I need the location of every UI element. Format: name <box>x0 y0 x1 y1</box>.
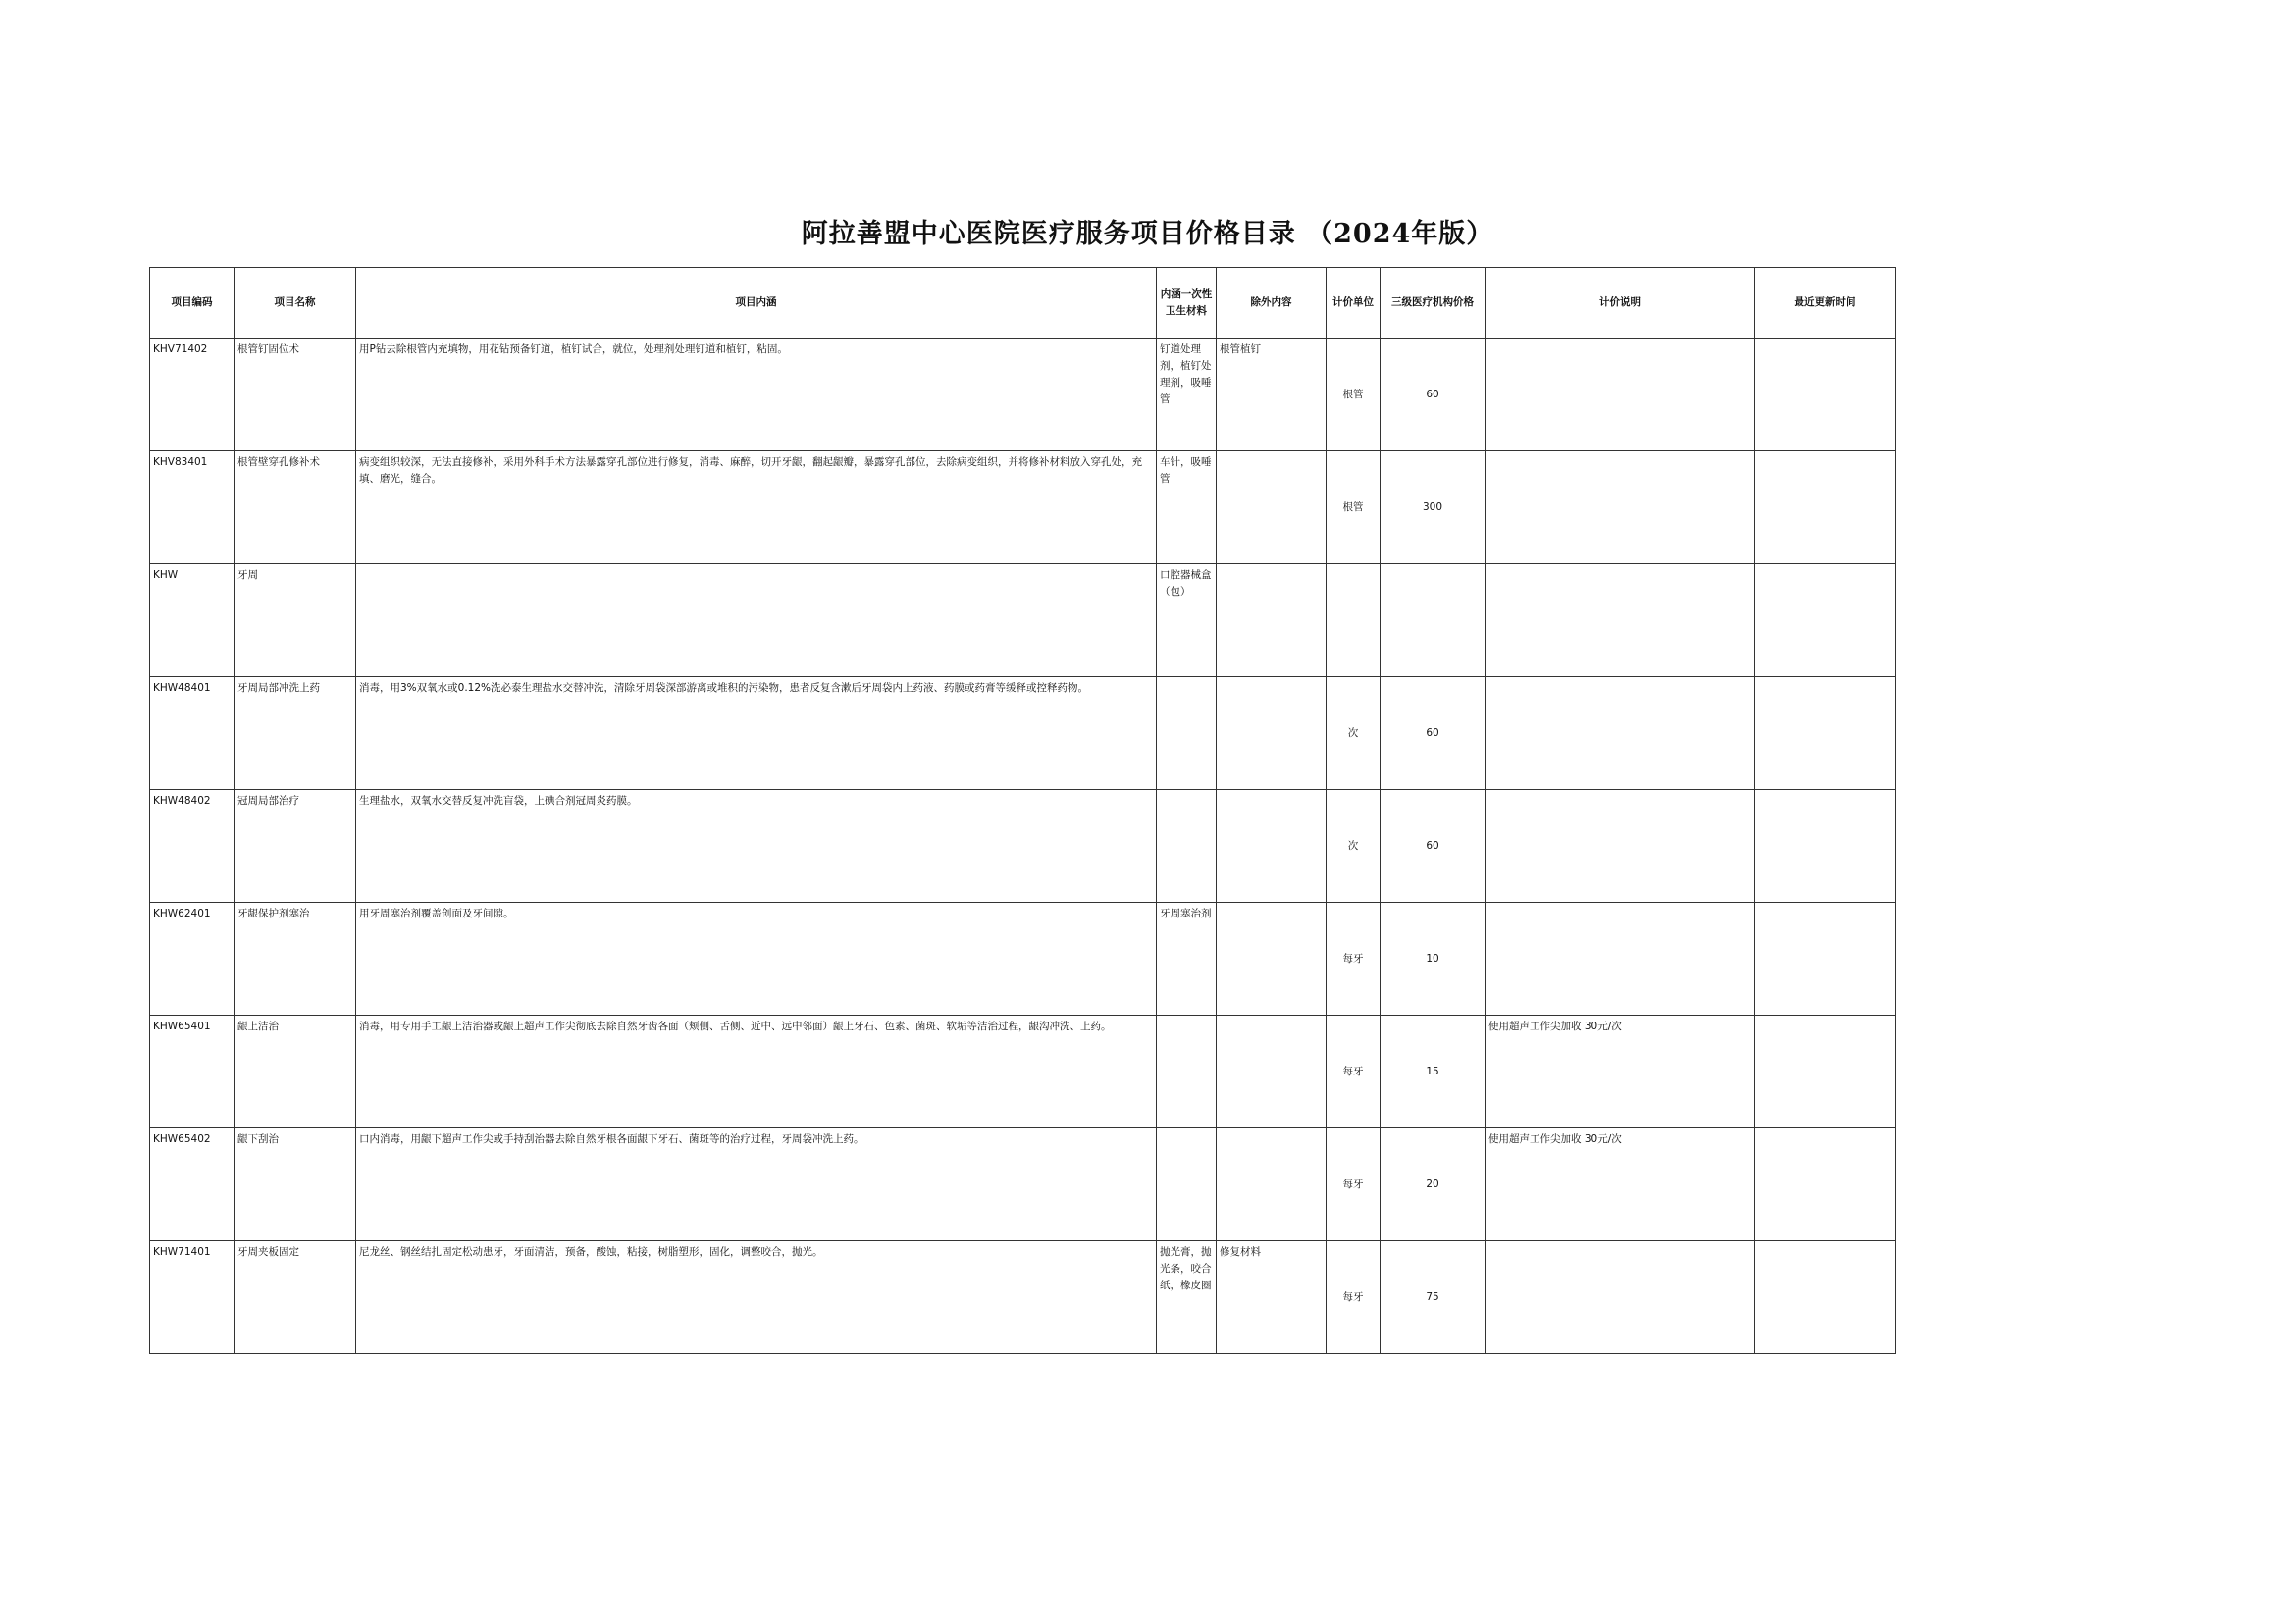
cell-code: KHV71402 <box>150 339 235 451</box>
cell-code: KHW <box>150 564 235 677</box>
cell-code: KHW65401 <box>150 1016 235 1128</box>
cell-supplies: 牙周塞治剂 <box>1157 903 1217 1016</box>
cell-code: KHW71401 <box>150 1241 235 1354</box>
cell-name: 牙周 <box>235 564 356 677</box>
cell-exclusions: 修复材料 <box>1217 1241 1327 1354</box>
cell-content: 消毒，用专用手工龈上洁治器或龈上超声工作尖彻底去除自然牙齿各面（颊侧、舌侧、近中、远中邻面）龈上牙石、色素、菌斑、软垢等洁治过程，龈沟冲洗、上药。 <box>356 1016 1157 1128</box>
cell-unit: 根管 <box>1327 451 1381 564</box>
cell-supplies <box>1157 677 1217 790</box>
cell-content: 病变组织较深，无法直接修补，采用外科手术方法暴露穿孔部位进行修复，消毒、麻醉，切开牙龈，翻起龈瓣，暴露穿孔部位，去除病变组织，并将修补材料放入穿孔处，充填、磨光，缝合。 <box>356 451 1157 564</box>
cell-name: 牙周夹板固定 <box>235 1241 356 1354</box>
table-row <box>150 451 1896 564</box>
cell-notes <box>1486 790 1755 903</box>
cell-code: KHW48401 <box>150 677 235 790</box>
cell-price <box>1381 564 1486 677</box>
cell-exclusions <box>1217 1016 1327 1128</box>
cell-unit: 每牙 <box>1327 1241 1381 1354</box>
header-exclusions: 除外内容 <box>1217 268 1327 339</box>
cell-supplies: 抛光膏，抛光条，咬合纸，橡皮圈 <box>1157 1241 1217 1354</box>
table-row <box>150 339 1896 451</box>
cell-exclusions <box>1217 564 1327 677</box>
cell-notes <box>1486 677 1755 790</box>
cell-updated <box>1755 451 1896 564</box>
header-supplies: 内涵一次性卫生材料 <box>1157 268 1217 339</box>
header-unit: 计价单位 <box>1327 268 1381 339</box>
cell-updated <box>1755 1128 1896 1241</box>
header-price: 三级医疗机构价格 <box>1381 268 1486 339</box>
cell-content: 用P钻去除根管内充填物，用花钻预备钉道，植钉试合，就位，处理剂处理钉道和植钉，粘固。 <box>356 339 1157 451</box>
cell-notes: 使用超声工作尖加收 30元/次 <box>1486 1016 1755 1128</box>
cell-updated <box>1755 1241 1896 1354</box>
table-row <box>150 1128 1896 1241</box>
cell-notes <box>1486 564 1755 677</box>
header-code: 项目编码 <box>150 268 235 339</box>
cell-code: KHW62401 <box>150 903 235 1016</box>
cell-supplies: 口腔器械盒（包） <box>1157 564 1217 677</box>
cell-name: 根管壁穿孔修补术 <box>235 451 356 564</box>
cell-notes: 使用超声工作尖加收 30元/次 <box>1486 1128 1755 1241</box>
table-row <box>150 790 1896 903</box>
cell-supplies: 钉道处理剂，植钉处理剂，吸唾管 <box>1157 339 1217 451</box>
cell-updated <box>1755 677 1896 790</box>
header-name: 项目名称 <box>235 268 356 339</box>
cell-price: 10 <box>1381 903 1486 1016</box>
header-content: 项目内涵 <box>356 268 1157 339</box>
cell-name: 牙周局部冲洗上药 <box>235 677 356 790</box>
cell-code: KHW48402 <box>150 790 235 903</box>
cell-code: KHW65402 <box>150 1128 235 1241</box>
cell-name: 龈上洁治 <box>235 1016 356 1128</box>
cell-content: 消毒，用3%双氧水或0.12%洗必泰生理盐水交替冲洗，清除牙周袋深部游离或堆积的污染物，患者反复含漱后牙周袋内上药液、药膜或药膏等缓释或控释药物。 <box>356 677 1157 790</box>
cell-supplies <box>1157 1128 1217 1241</box>
page-title: 阿拉善盟中心医院医疗服务项目价格目录 （2024年版） <box>801 219 1494 249</box>
price-table <box>149 267 1896 1354</box>
cell-unit: 每牙 <box>1327 903 1381 1016</box>
cell-unit: 次 <box>1327 677 1381 790</box>
cell-exclusions <box>1217 677 1327 790</box>
cell-unit: 每牙 <box>1327 1016 1381 1128</box>
cell-content: 尼龙丝、钢丝结扎固定松动患牙，牙面清洁，预备，酸蚀，粘接，树脂塑形，固化，调整咬合，抛光。 <box>356 1241 1157 1354</box>
cell-price: 60 <box>1381 339 1486 451</box>
cell-exclusions <box>1217 1128 1327 1241</box>
cell-updated <box>1755 790 1896 903</box>
cell-name: 牙龈保护剂塞治 <box>235 903 356 1016</box>
cell-price: 300 <box>1381 451 1486 564</box>
cell-exclusions <box>1217 903 1327 1016</box>
table-row <box>150 903 1896 1016</box>
cell-updated <box>1755 1016 1896 1128</box>
cell-updated <box>1755 564 1896 677</box>
cell-exclusions <box>1217 451 1327 564</box>
header-updated: 最近更新时间 <box>1755 268 1896 339</box>
cell-supplies <box>1157 790 1217 903</box>
cell-updated <box>1755 903 1896 1016</box>
cell-name: 龈下刮治 <box>235 1128 356 1241</box>
cell-content: 口内消毒，用龈下超声工作尖或手持刮治器去除自然牙根各面龈下牙石、菌斑等的治疗过程，牙周袋冲洗上药。 <box>356 1128 1157 1241</box>
header-notes: 计价说明 <box>1486 268 1755 339</box>
cell-content <box>356 564 1157 677</box>
cell-name: 根管钉固位术 <box>235 339 356 451</box>
cell-supplies <box>1157 1016 1217 1128</box>
cell-notes <box>1486 1241 1755 1354</box>
table-row <box>150 677 1896 790</box>
cell-updated <box>1755 339 1896 451</box>
cell-exclusions <box>1217 790 1327 903</box>
cell-supplies: 车针，吸唾管 <box>1157 451 1217 564</box>
cell-unit: 每牙 <box>1327 1128 1381 1241</box>
cell-exclusions: 根管植钉 <box>1217 339 1327 451</box>
cell-unit <box>1327 564 1381 677</box>
table-row <box>150 1016 1896 1128</box>
cell-price: 15 <box>1381 1016 1486 1128</box>
cell-code: KHV83401 <box>150 451 235 564</box>
cell-price: 20 <box>1381 1128 1486 1241</box>
cell-price: 75 <box>1381 1241 1486 1354</box>
cell-notes <box>1486 339 1755 451</box>
cell-unit: 次 <box>1327 790 1381 903</box>
cell-unit: 根管 <box>1327 339 1381 451</box>
cell-content: 生理盐水，双氧水交替反复冲洗盲袋，上碘合剂冠周炎药膜。 <box>356 790 1157 903</box>
table-row <box>150 1241 1896 1354</box>
cell-name: 冠周局部治疗 <box>235 790 356 903</box>
cell-notes <box>1486 451 1755 564</box>
cell-content: 用牙周塞治剂覆盖创面及牙间隙。 <box>356 903 1157 1016</box>
cell-price: 60 <box>1381 790 1486 903</box>
table-row <box>150 564 1896 677</box>
cell-notes <box>1486 903 1755 1016</box>
cell-price: 60 <box>1381 677 1486 790</box>
header-row <box>150 268 1896 339</box>
